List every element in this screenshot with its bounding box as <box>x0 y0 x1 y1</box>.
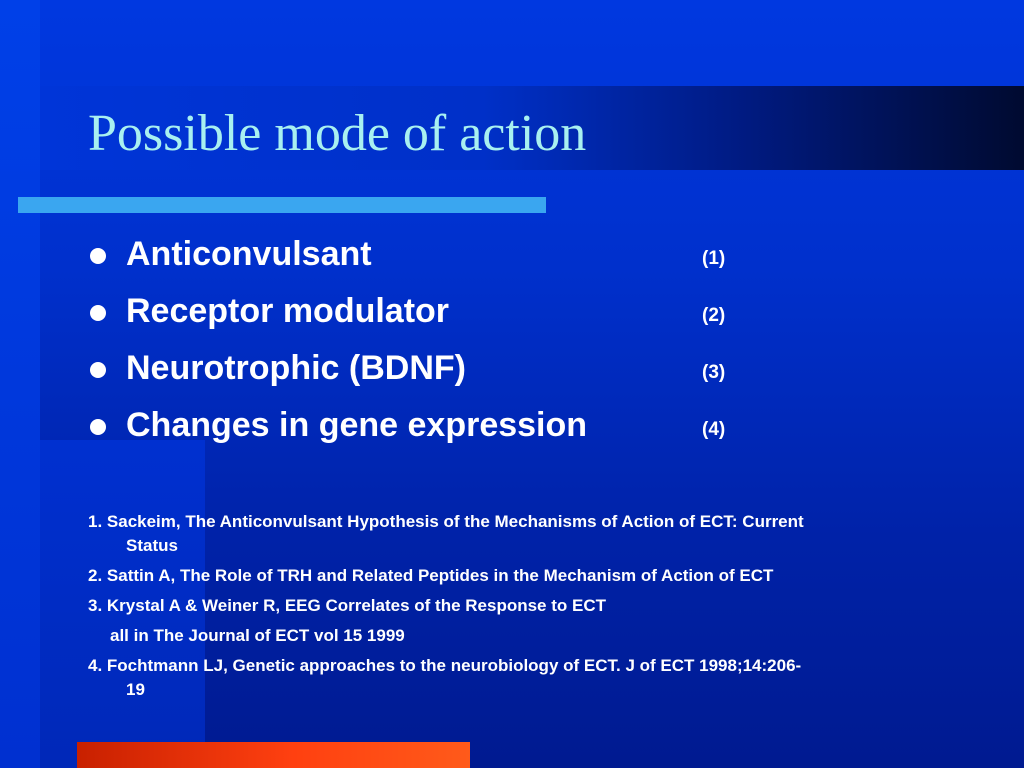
bottom-accent-bar <box>77 742 470 768</box>
bullet-text: Changes in gene expression <box>126 406 588 444</box>
bullet-dot-icon <box>90 305 106 321</box>
reference-2-text: 2. Sattin A, The Role of TRH and Related Peptides in the Mechanism of Action of ECT <box>88 566 774 585</box>
reference-4 <box>88 654 938 702</box>
bullet-ref: (2) <box>702 305 726 326</box>
bullet-text: Anticonvulsant <box>126 235 372 273</box>
bullet-ref: (1) <box>702 248 726 269</box>
reference-3 <box>88 594 938 618</box>
bullet-item <box>90 230 790 287</box>
bullet-item <box>90 344 790 401</box>
reference-3-text: 3. Krystal A & Weiner R, EEG Correlates of the Response to ECT <box>88 596 606 615</box>
reference-1-line2: Status <box>126 536 178 555</box>
reference-journal-note: all in The Journal of ECT vol 15 1999 <box>110 626 405 645</box>
accent-line <box>18 197 546 213</box>
reference-4-line1: 4. Fochtmann LJ, Genetic approaches to the neurobiology of ECT. J of ECT 1998;14:206- <box>88 656 802 675</box>
references <box>88 510 938 702</box>
reference-4-line2: 19 <box>126 680 145 699</box>
bullet-text: Neurotrophic (BDNF) <box>126 349 466 387</box>
reference-2 <box>88 564 938 588</box>
bullet-ref: (4) <box>702 419 726 440</box>
bullet-dot-icon <box>90 419 106 435</box>
left-decor-band <box>0 0 40 768</box>
slide-title: Possible mode of action <box>88 105 587 162</box>
bullet-item <box>90 287 790 344</box>
reference-1 <box>88 510 938 558</box>
bullet-dot-icon <box>90 248 106 264</box>
bullet-dot-icon <box>90 362 106 378</box>
reference-3-note <box>88 624 938 648</box>
bullet-ref: (3) <box>702 362 726 383</box>
reference-1-line1: 1. Sackeim, The Anticonvulsant Hypothesis of the Mechanisms of Action of ECT: Current <box>88 512 804 531</box>
bullet-list <box>90 230 790 458</box>
bullet-text: Receptor modulator <box>126 292 450 330</box>
bullet-item <box>90 401 790 458</box>
